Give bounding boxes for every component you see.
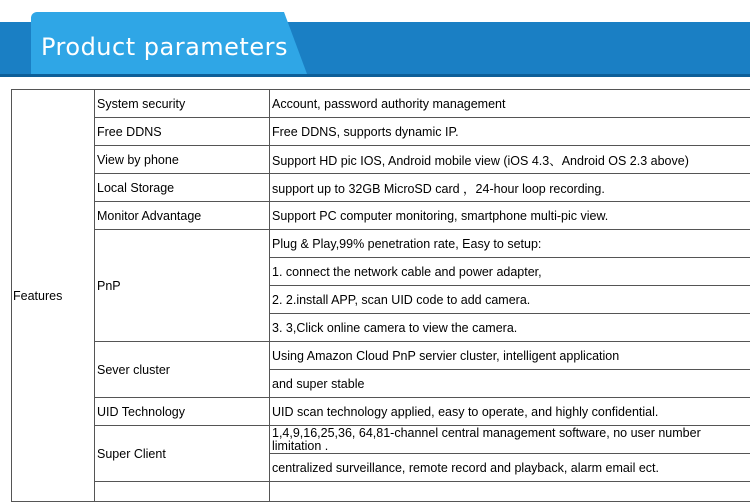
row-value-pnp-line: 3. 3,Click online camera to view the camera. xyxy=(270,314,750,342)
table-row xyxy=(12,90,750,118)
row-name-view-by-phone: View by phone xyxy=(95,146,270,174)
row-value-uid-technology: UID scan technology applied, easy to operate, and highly confidential. xyxy=(270,398,750,426)
row-value-pnp-line: Plug & Play,99% penetration rate, Easy to setup: xyxy=(270,230,750,258)
row-name-empty xyxy=(95,482,270,502)
row-name-local-storage: Local Storage xyxy=(95,174,270,202)
row-name-free-ddns: Free DDNS xyxy=(95,118,270,146)
table-row xyxy=(12,202,750,230)
row-value-free-ddns: Free DDNS, supports dynamic IP. xyxy=(270,118,750,146)
row-name-monitor-advantage: Monitor Advantage xyxy=(95,202,270,230)
row-value-monitor-advantage: Support PC computer monitoring, smartphone multi-pic view. xyxy=(270,202,750,230)
section-header xyxy=(0,0,750,77)
row-value-pnp-line: 1. connect the network cable and power adapter, xyxy=(270,258,750,286)
section-title: Product parameters xyxy=(41,33,288,61)
row-value-sever-cluster-line: Using Amazon Cloud PnP servier cluster, intelligent application xyxy=(270,342,750,370)
product-parameters-table xyxy=(11,89,750,502)
row-value-local-storage: support up to 32GB MicroSD card ，24-hour loop recording. xyxy=(270,174,750,202)
row-value-super-client-line: 1,4,9,16,25,36, 64,81-channel central management software, no user number limitation . xyxy=(270,426,750,454)
row-value-empty xyxy=(270,482,750,502)
table-row xyxy=(12,426,750,454)
table-row xyxy=(12,482,750,502)
row-value-pnp-line: 2. 2.install APP, scan UID code to add camera. xyxy=(270,286,750,314)
table-row xyxy=(12,342,750,370)
row-value-super-client-line: centralized surveillance, remote record and playback, alarm email ect. xyxy=(270,454,750,482)
table-row xyxy=(12,230,750,258)
row-name-uid-technology: UID Technology xyxy=(95,398,270,426)
row-value-view-by-phone: Support HD pic IOS, Android mobile view (iOS 4.3、Android OS 2.3 above) xyxy=(270,146,750,174)
row-value-sever-cluster-line: and super stable xyxy=(270,370,750,398)
features-group-label: Features xyxy=(12,90,95,502)
header-stripe xyxy=(0,74,750,77)
table-row xyxy=(12,118,750,146)
row-name-super-client: Super Client xyxy=(95,426,270,482)
row-value-system-security: Account, password authority management xyxy=(270,90,750,118)
row-name-system-security: System security xyxy=(95,90,270,118)
row-name-sever-cluster: Sever cluster xyxy=(95,342,270,398)
table-row xyxy=(12,398,750,426)
table-row xyxy=(12,174,750,202)
table-row xyxy=(12,146,750,174)
row-name-pnp: PnP xyxy=(95,230,270,342)
